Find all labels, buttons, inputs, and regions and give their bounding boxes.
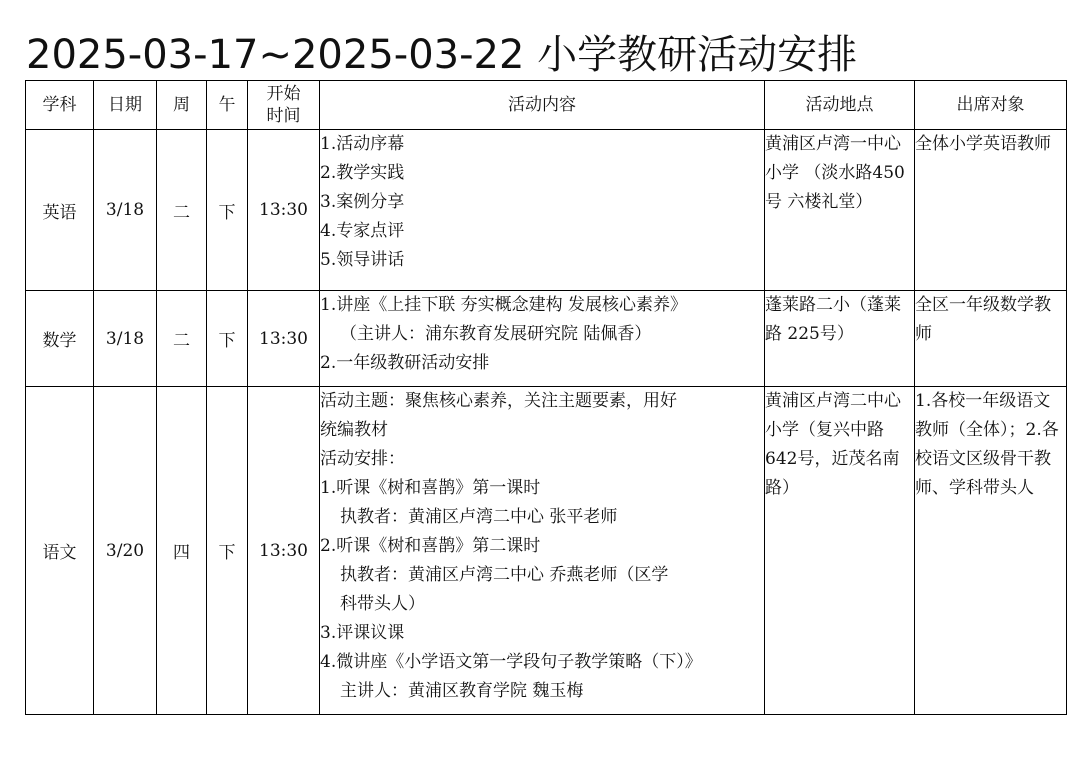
header-start-time bbox=[248, 81, 320, 130]
header-date: 日期 bbox=[94, 81, 157, 130]
cell-attendees: 1.各校一年级语文教师（全体）；2.各校语文区级骨干教师、学科带头人 bbox=[915, 387, 1067, 715]
cell-time: 13:30 bbox=[248, 387, 320, 715]
cell-period: 下 bbox=[207, 291, 248, 387]
cell-content bbox=[320, 387, 765, 715]
cell-date: 3/18 bbox=[94, 291, 157, 387]
header-subject: 学科 bbox=[26, 81, 94, 130]
header-start-time-line1: 开始 bbox=[266, 84, 301, 104]
content-line: 科带头人） bbox=[340, 594, 425, 614]
cell-subject: 数学 bbox=[26, 291, 94, 387]
content-line: 主讲人：黄浦区教育学院 魏玉梅 bbox=[340, 681, 584, 701]
table-row bbox=[26, 130, 1067, 291]
cell-content bbox=[320, 291, 765, 387]
content-line: 活动安排： bbox=[320, 449, 405, 469]
content-line: 2.一年级教研活动安排 bbox=[320, 353, 490, 373]
content-line: 执教者：黄浦区卢湾二中心 张平老师 bbox=[340, 507, 618, 527]
cell-weekday: 四 bbox=[157, 387, 207, 715]
content-line: 1.听课《树和喜鹊》第一课时 bbox=[320, 478, 541, 498]
header-content: 活动内容 bbox=[320, 81, 765, 130]
cell-location: 黄浦区卢湾二中心小学（复兴中路642号，近茂名南路） bbox=[765, 387, 915, 715]
cell-time: 13:30 bbox=[248, 291, 320, 387]
content-line: （主讲人：浦东教育发展研究院 陆佩香） bbox=[340, 324, 652, 344]
content-line: 4.专家点评 bbox=[320, 221, 405, 241]
content-line: 活动主题：聚焦核心素养，关注主题要素，用好 bbox=[320, 391, 677, 411]
header-attendees: 出席对象 bbox=[915, 81, 1067, 130]
header-weekday: 周 bbox=[157, 81, 207, 130]
content-line: 1.讲座《上挂下联 夯实概念建构 发展核心素养》 bbox=[320, 295, 688, 315]
content-line: 4.微讲座《小学语文第一学段句子教学策略（下）》 bbox=[320, 652, 702, 672]
content-line: 统编教材 bbox=[320, 420, 388, 440]
content-line: 执教者：黄浦区卢湾二中心 乔燕老师（区学 bbox=[340, 565, 669, 585]
content-line: 5.领导讲话 bbox=[320, 250, 405, 270]
content-line: 2.教学实践 bbox=[320, 163, 405, 183]
cell-content bbox=[320, 130, 765, 291]
table-row bbox=[26, 387, 1067, 715]
table-row bbox=[26, 291, 1067, 387]
cell-time: 13:30 bbox=[248, 130, 320, 291]
cell-attendees: 全区一年级数学教师 bbox=[915, 291, 1067, 387]
cell-date: 3/18 bbox=[94, 130, 157, 291]
cell-weekday: 二 bbox=[157, 291, 207, 387]
cell-location: 蓬莱路二小（蓬莱路 225号） bbox=[765, 291, 915, 387]
cell-location: 黄浦区卢湾一中心小学 （淡水路450号 六楼礼堂） bbox=[765, 130, 915, 291]
cell-period: 下 bbox=[207, 130, 248, 291]
cell-period: 下 bbox=[207, 387, 248, 715]
content-line: 3.评课议课 bbox=[320, 623, 405, 643]
header-row bbox=[26, 81, 1067, 130]
content-line: 3.案例分享 bbox=[320, 192, 405, 212]
page-title: 2025-03-17~2025-03-22 小学教研活动安排 bbox=[26, 32, 858, 78]
cell-subject: 语文 bbox=[26, 387, 94, 715]
cell-date: 3/20 bbox=[94, 387, 157, 715]
content-line: 1.活动序幕 bbox=[320, 134, 405, 154]
header-start-time-line2: 时间 bbox=[266, 106, 301, 126]
schedule-table bbox=[25, 80, 1067, 715]
header-period: 午 bbox=[207, 81, 248, 130]
content-line: 2.听课《树和喜鹊》第二课时 bbox=[320, 536, 541, 556]
cell-subject: 英语 bbox=[26, 130, 94, 291]
cell-weekday: 二 bbox=[157, 130, 207, 291]
cell-attendees: 全体小学英语教师 bbox=[915, 130, 1067, 291]
header-location: 活动地点 bbox=[765, 81, 915, 130]
